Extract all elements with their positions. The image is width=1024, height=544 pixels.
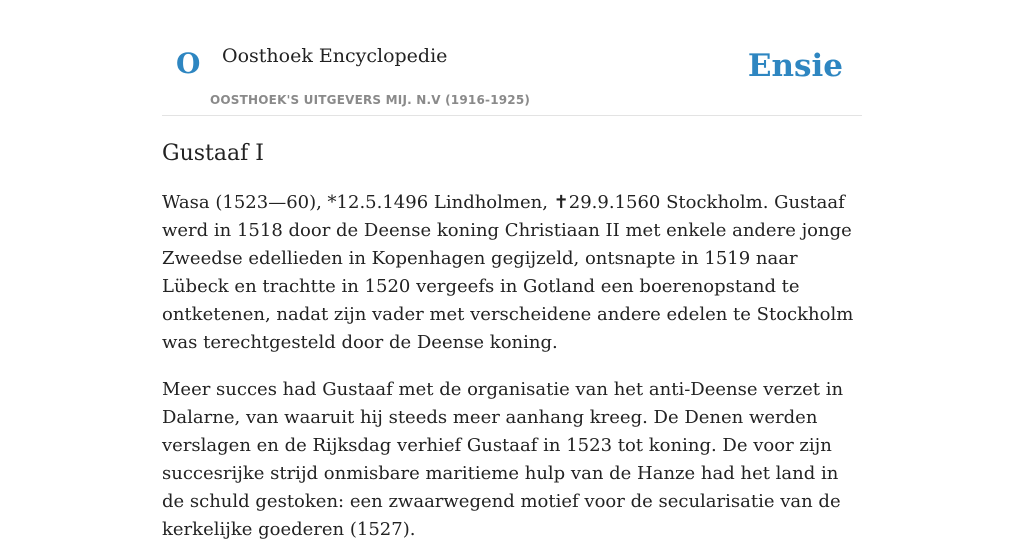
publisher-subtitle: OOSTHOEK'S UITGEVERS MIJ. N.V (1916-1925) xyxy=(210,93,531,107)
article-paragraph: Meer succes had Gustaaf met de organisatie van het anti-Deense verzet in Dalarne, van waaruit hij steeds meer aanhang kreeg. De Denen werden verslagen en de Rijksdag verhief Gustaaf in 1523 tot koning. De voor zijn succesrijke strijd onmisbare maritieme hulp van de Hanze had het land in de schuld gestoken: een zwaarwegend motief voor de secularisatie van de kerkelijke goederen (1527). xyxy=(162,379,844,540)
site-header xyxy=(162,0,862,116)
article-paragraph: Wasa (1523—60), *12.5.1496 Lindholmen, ✝29.9.1560 Stockholm. Gustaaf werd in 1518 door de Deense koning Christiaan II met enkele andere jonge Zweedse edellieden in Kopenhagen gegijzeld, ontsnapte in 1519 naar Lübeck en trachtte in 1520 vergeefs in Gotland een boerenopstand te ontketenen, nadat zijn vader met verscheidene andere edelen te Stockholm was terechtgesteld door de Deense koning. xyxy=(162,192,854,353)
ensie-brand-link[interactable]: Ensie xyxy=(747,48,843,84)
article-title: Gustaaf I xyxy=(162,141,264,166)
site-logo[interactable]: O xyxy=(176,47,201,80)
site-title-link[interactable]: Oosthoek Encyclopedie xyxy=(222,45,448,67)
article-body xyxy=(162,138,864,544)
